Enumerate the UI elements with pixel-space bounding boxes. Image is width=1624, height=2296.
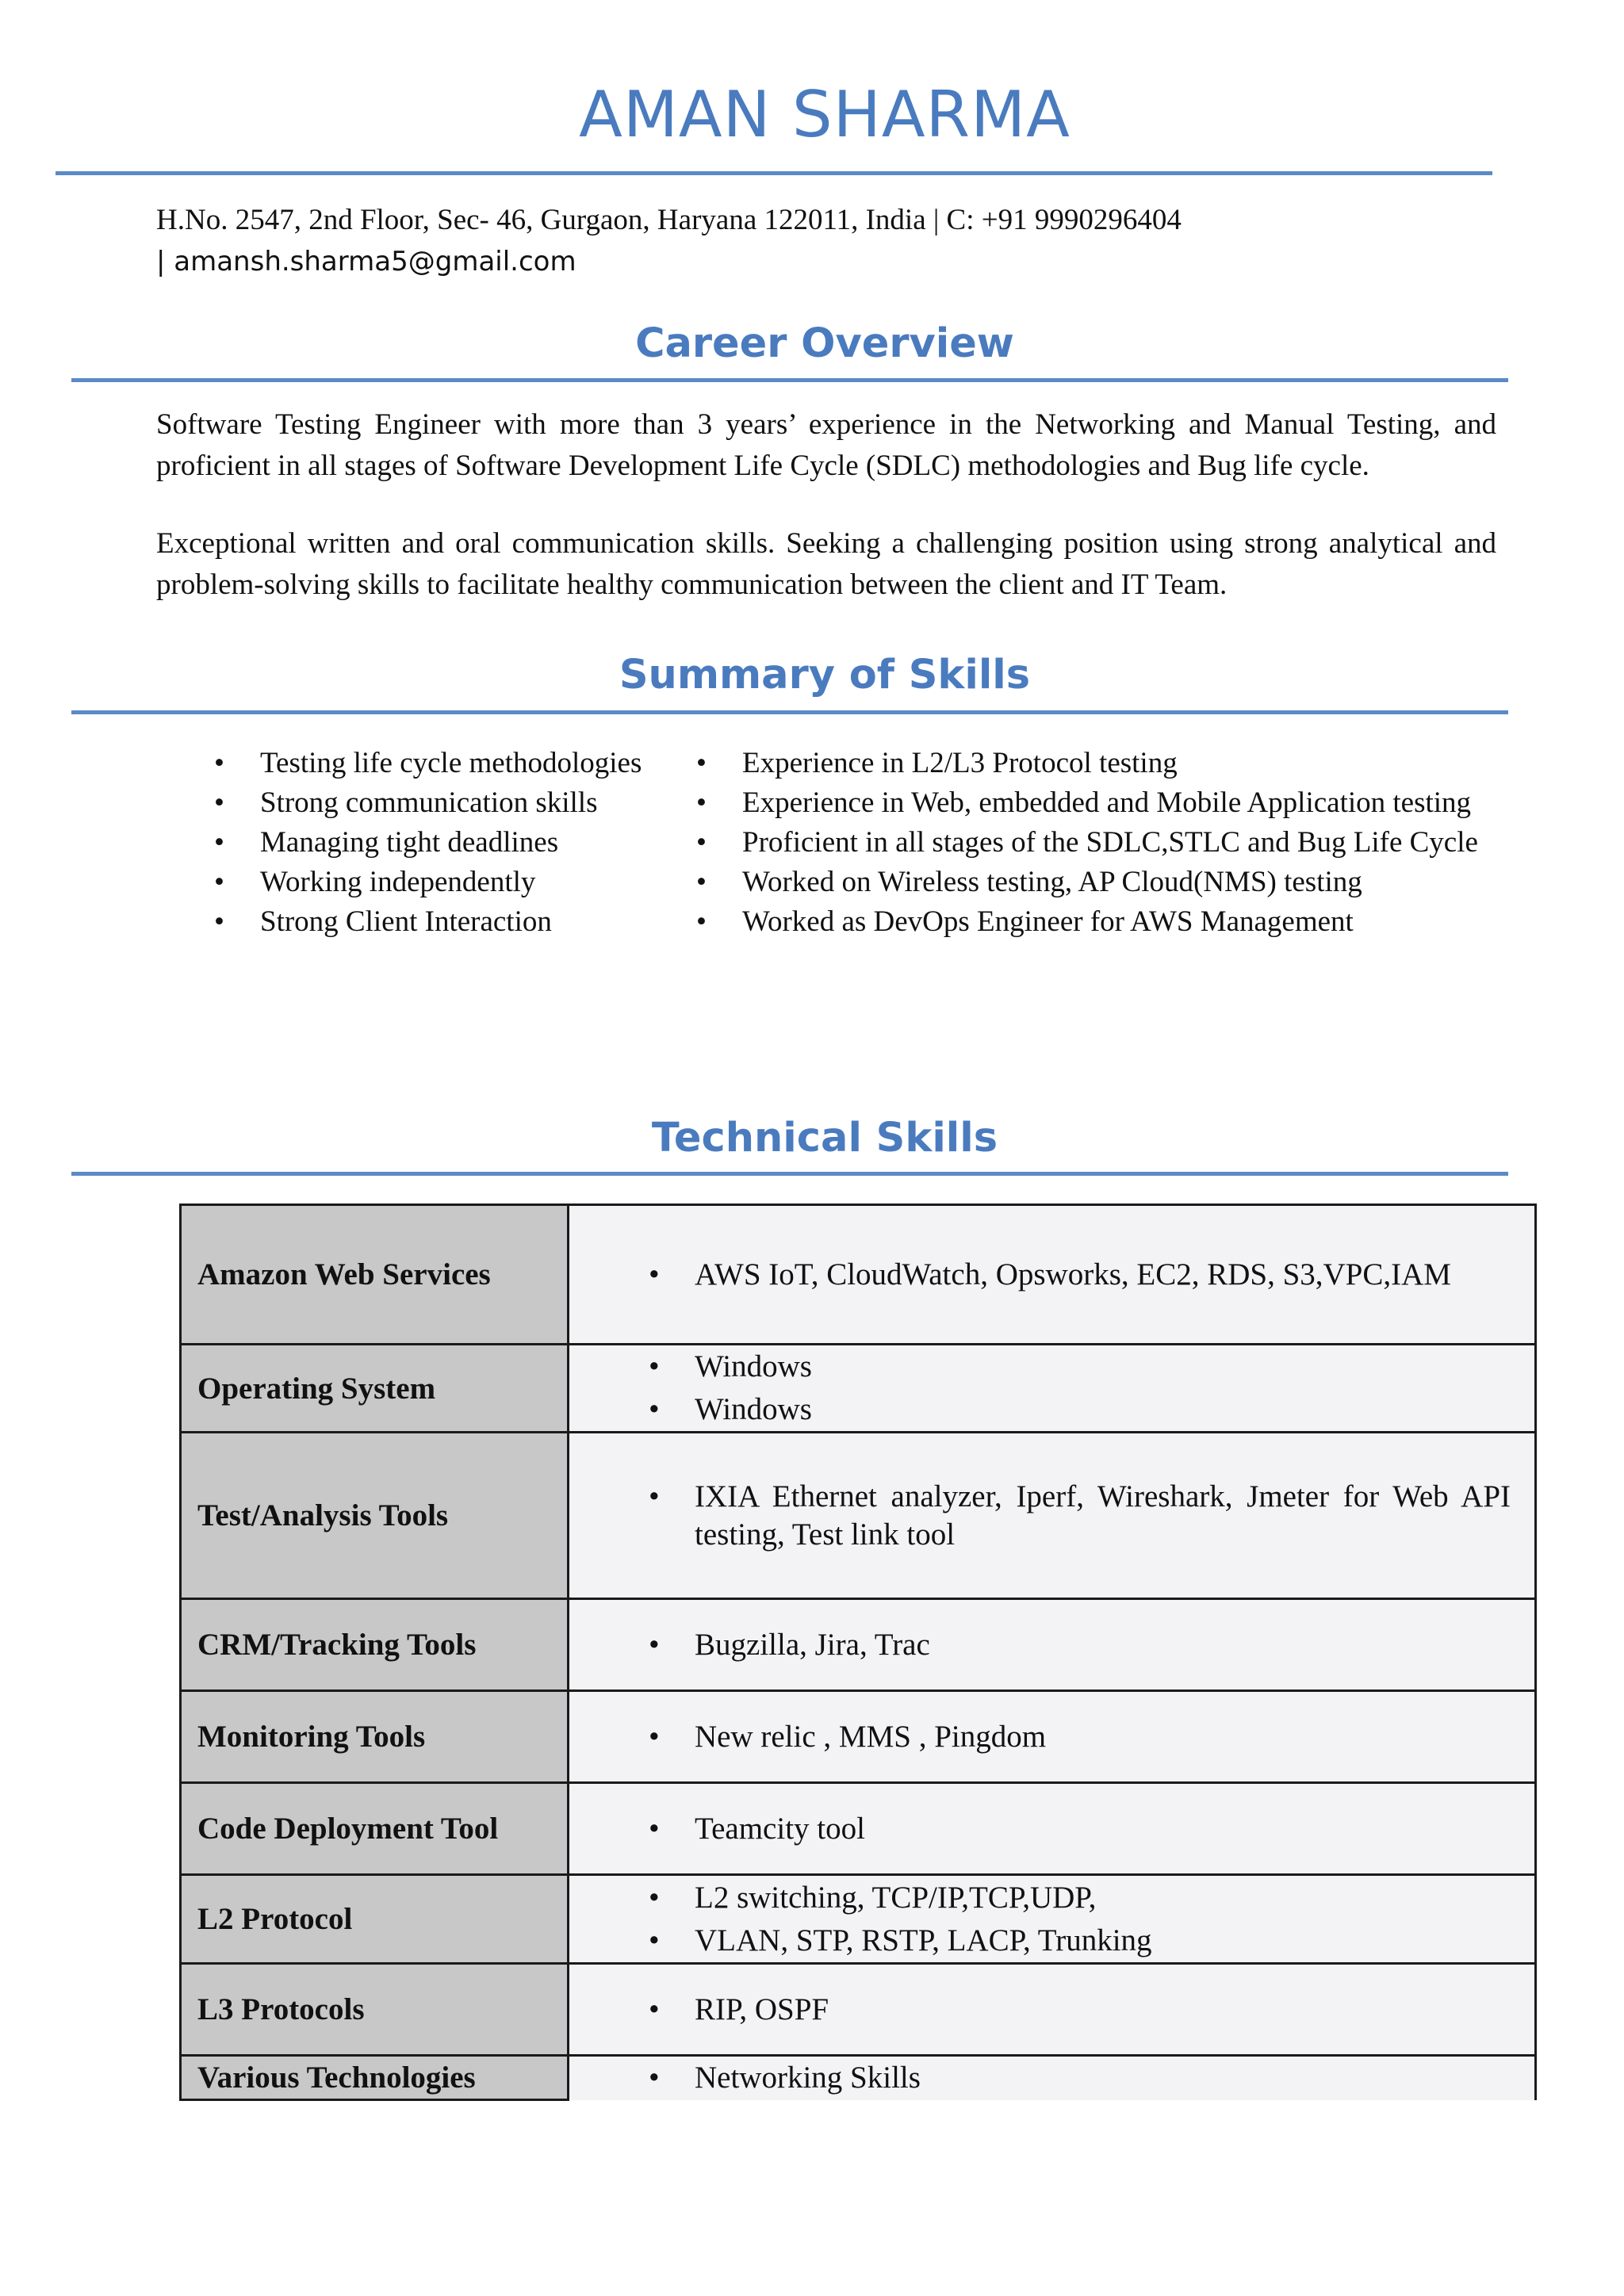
list-item: • Windows	[649, 1388, 1511, 1431]
table-cell-category: L2 Protocol	[181, 1875, 569, 1964]
list-item: • Windows	[649, 1345, 1511, 1388]
list-item: • Strong communication skills	[214, 783, 642, 823]
table-cell-value	[569, 1433, 1536, 1599]
summary-of-skills-divider	[71, 710, 1508, 714]
table-cell-category: Monitoring Tools	[181, 1691, 569, 1783]
career-overview-paragraph-2: Exceptional written and oral communication skills. Seeking a challenging position using strong analytical and problem-solving skills to facilitate healthy communication between the client and IT Team.	[156, 527, 1496, 601]
table-row	[181, 1875, 1536, 1964]
career-overview-divider	[71, 378, 1508, 382]
list-item: • Worked as DevOps Engineer for AWS Management	[696, 902, 1478, 942]
table-cell-value	[569, 2056, 1536, 2100]
address-line: H.No. 2547, 2nd Floor, Sec- 46, Gurgaon, Haryana 122011, India | C: +91 9990296404	[156, 204, 1182, 236]
table-cell-category: Code Deployment Tool	[181, 1783, 569, 1875]
table-row	[181, 1599, 1536, 1691]
career-overview-heading: Career Overview	[635, 320, 1014, 367]
table-cell-category: Test/Analysis Tools	[181, 1433, 569, 1599]
table-cell-category: CRM/Tracking Tools	[181, 1599, 569, 1691]
table-row	[181, 1345, 1536, 1433]
table-row	[181, 1433, 1536, 1599]
list-item: • AWS IoT, CloudWatch, Opsworks, EC2, RDS, S3,VPC,IAM	[649, 1253, 1511, 1296]
list-item: • RIP, OSPF	[649, 1988, 1511, 2031]
list-item: • VLAN, STP, RSTP, LACP, Trunking	[649, 1919, 1511, 1962]
table-cell-value	[569, 1691, 1536, 1783]
candidate-name: AMAN SHARMA	[579, 78, 1071, 151]
list-item: • Bugzilla, Jira, Trac	[649, 1624, 1511, 1667]
table-row	[181, 1691, 1536, 1783]
contact-block	[156, 200, 1182, 282]
list-item: • Testing life cycle methodologies	[214, 744, 642, 783]
table-row	[181, 1964, 1536, 2056]
technical-skills-table	[179, 1203, 1537, 2101]
table-row	[181, 1205, 1536, 1345]
table-cell-value	[569, 1875, 1536, 1964]
table-cell-category: Various Technologies	[181, 2056, 569, 2100]
table-cell-category: L3 Protocols	[181, 1964, 569, 2056]
table-cell-category: Operating System	[181, 1345, 569, 1433]
table-cell-value	[569, 1345, 1536, 1433]
email-line[interactable]: | amansh.sharma5@gmail.com	[156, 246, 576, 277]
table-cell-value	[569, 1599, 1536, 1691]
list-item: • Proficient in all stages of the SDLC,STLC and Bug Life Cycle	[696, 823, 1478, 863]
table-cell-value	[569, 1964, 1536, 2056]
table-cell-category: Amazon Web Services	[181, 1205, 569, 1345]
list-item: • Managing tight deadlines	[214, 823, 642, 863]
table-cell-value	[569, 1205, 1536, 1345]
list-item: • Strong Client Interaction	[214, 902, 642, 942]
list-item: • IXIA Ethernet analyzer, Iperf, Wireshark, Jmeter for Web API testing, Test link tool	[649, 1478, 1511, 1554]
list-item: • New relic , MMS , Pingdom	[649, 1716, 1511, 1758]
list-item: • Networking Skills	[649, 2057, 1511, 2099]
skills-list-right	[696, 744, 1478, 942]
technical-skills-heading: Technical Skills	[651, 1115, 998, 1161]
table-row	[181, 1783, 1536, 1875]
list-item: • Working independently	[214, 863, 642, 902]
table-cell-value	[569, 1783, 1536, 1875]
list-item: • Worked on Wireless testing, AP Cloud(NMS) testing	[696, 863, 1478, 902]
list-item: • Experience in L2/L3 Protocol testing	[696, 744, 1478, 783]
list-item: • Experience in Web, embedded and Mobile Application testing	[696, 783, 1478, 823]
list-item: • Teamcity tool	[649, 1808, 1511, 1850]
table-row	[181, 2056, 1536, 2100]
career-overview-paragraph-1: Software Testing Engineer with more than 3 years’ experience in the Networking and Manual Testing, and proficient in all stages of Software Development Life Cycle (SDLC) methodologies and Bug life cycle.	[156, 408, 1496, 482]
technical-skills-divider	[71, 1172, 1508, 1176]
list-item: • L2 switching, TCP/IP,TCP,UDP,	[649, 1877, 1511, 1919]
header-divider	[56, 171, 1492, 175]
skills-list-left	[214, 744, 642, 942]
summary-of-skills-heading: Summary of Skills	[619, 652, 1031, 698]
